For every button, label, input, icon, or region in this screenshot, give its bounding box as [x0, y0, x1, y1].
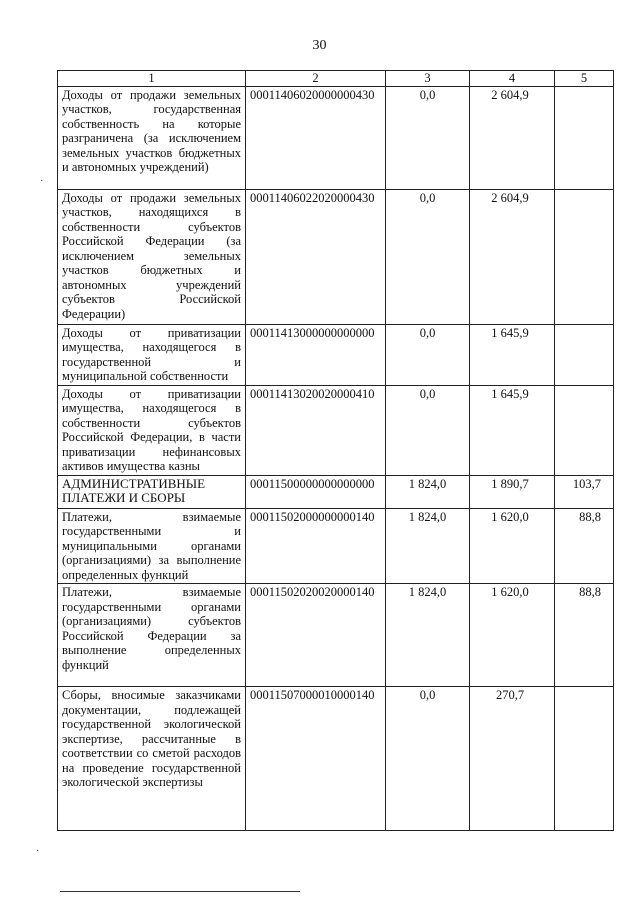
row-code: 00011507000010000140: [246, 687, 386, 831]
row-value-5: [555, 189, 614, 324]
row-value-4: 1 645,9: [470, 385, 555, 475]
row-code: 00011406022020000430: [246, 189, 386, 324]
row-value-5: 103,7: [555, 475, 614, 508]
row-value-3: 0,0: [386, 86, 470, 189]
row-name: Платежи, взимаемые государственными и муниципальными органами (организациями) за выполнение определенных функций: [58, 508, 246, 584]
row-code: 00011413000000000000: [246, 324, 386, 385]
row-code: 00011406020000000430: [246, 86, 386, 189]
row-value-5: [555, 687, 614, 831]
row-name: Доходы от продажи земельных участков, находящихся в собственности субъектов Российской Федерации (за исключением земельных участков бюджетных и автономных учреждений субъектов Российской Федерации): [58, 189, 246, 324]
table-row: [58, 687, 614, 831]
row-name: АДМИНИСТРАТИВНЫЕ ПЛАТЕЖИ И СБОРЫ: [58, 475, 246, 508]
column-header-3: 3: [386, 71, 470, 87]
row-value-3: 1 824,0: [386, 475, 470, 508]
row-code: 00011502000000000140: [246, 508, 386, 584]
row-value-5: [555, 324, 614, 385]
row-value-4: 1 890,7: [470, 475, 555, 508]
column-header-4: 4: [470, 71, 555, 87]
row-name: Платежи, взимаемые государственными органами (организациями) субъектов Российской Федерации за выполнение определенных функций: [58, 584, 246, 687]
row-value-5: [555, 385, 614, 475]
row-name: Доходы от продажи земельных участков, государственная собственность на которые разграничена (за исключением земельных участков бюджетных и автономных учреждений): [58, 86, 246, 189]
row-code: 00011500000000000000: [246, 475, 386, 508]
revenue-table: [57, 70, 614, 831]
scan-speck: ·: [36, 846, 40, 857]
column-header-2: 2: [246, 71, 386, 87]
row-value-4: 1 645,9: [470, 324, 555, 385]
table-row: [58, 324, 614, 385]
footer-rule: [60, 891, 300, 892]
page-number: 30: [312, 38, 327, 53]
row-code: 00011502020020000140: [246, 584, 386, 687]
row-value-3: 0,0: [386, 385, 470, 475]
table-row: [58, 584, 614, 687]
table-row: [58, 189, 614, 324]
column-header-5: 5: [555, 71, 614, 87]
row-value-4: 1 620,0: [470, 508, 555, 584]
scan-speck: ·: [40, 176, 44, 187]
row-value-4: 2 604,9: [470, 86, 555, 189]
row-code: 00011413020020000410: [246, 385, 386, 475]
row-value-3: 0,0: [386, 189, 470, 324]
row-value-4: 2 604,9: [470, 189, 555, 324]
row-name: Сборы, вносимые заказчиками документации, подлежащей государственной экологической экспертизе, рассчитанные в соответствии со сметой расходов на проведение государственной экологической экспертизы: [58, 687, 246, 831]
row-value-3: 0,0: [386, 324, 470, 385]
row-value-4: 1 620,0: [470, 584, 555, 687]
row-value-4: 270,7: [470, 687, 555, 831]
table-row: [58, 86, 614, 189]
row-name: Доходы от приватизации имущества, находящегося в государственной и муниципальной собственности: [58, 324, 246, 385]
row-value-5: 88,8: [555, 584, 614, 687]
row-name: Доходы от приватизации имущества, находящегося в собственности субъектов Российской Федерации, в части приватизации нефинансовых активов имущества казны: [58, 385, 246, 475]
row-value-3: 1 824,0: [386, 508, 470, 584]
row-value-3: 1 824,0: [386, 584, 470, 687]
row-value-5: [555, 86, 614, 189]
table-row: [58, 508, 614, 584]
row-value-3: 0,0: [386, 687, 470, 831]
table-row: [58, 475, 614, 508]
table-row: [58, 385, 614, 475]
table-header-row: [58, 71, 614, 87]
row-value-5: 88,8: [555, 508, 614, 584]
column-header-1: 1: [58, 71, 246, 87]
